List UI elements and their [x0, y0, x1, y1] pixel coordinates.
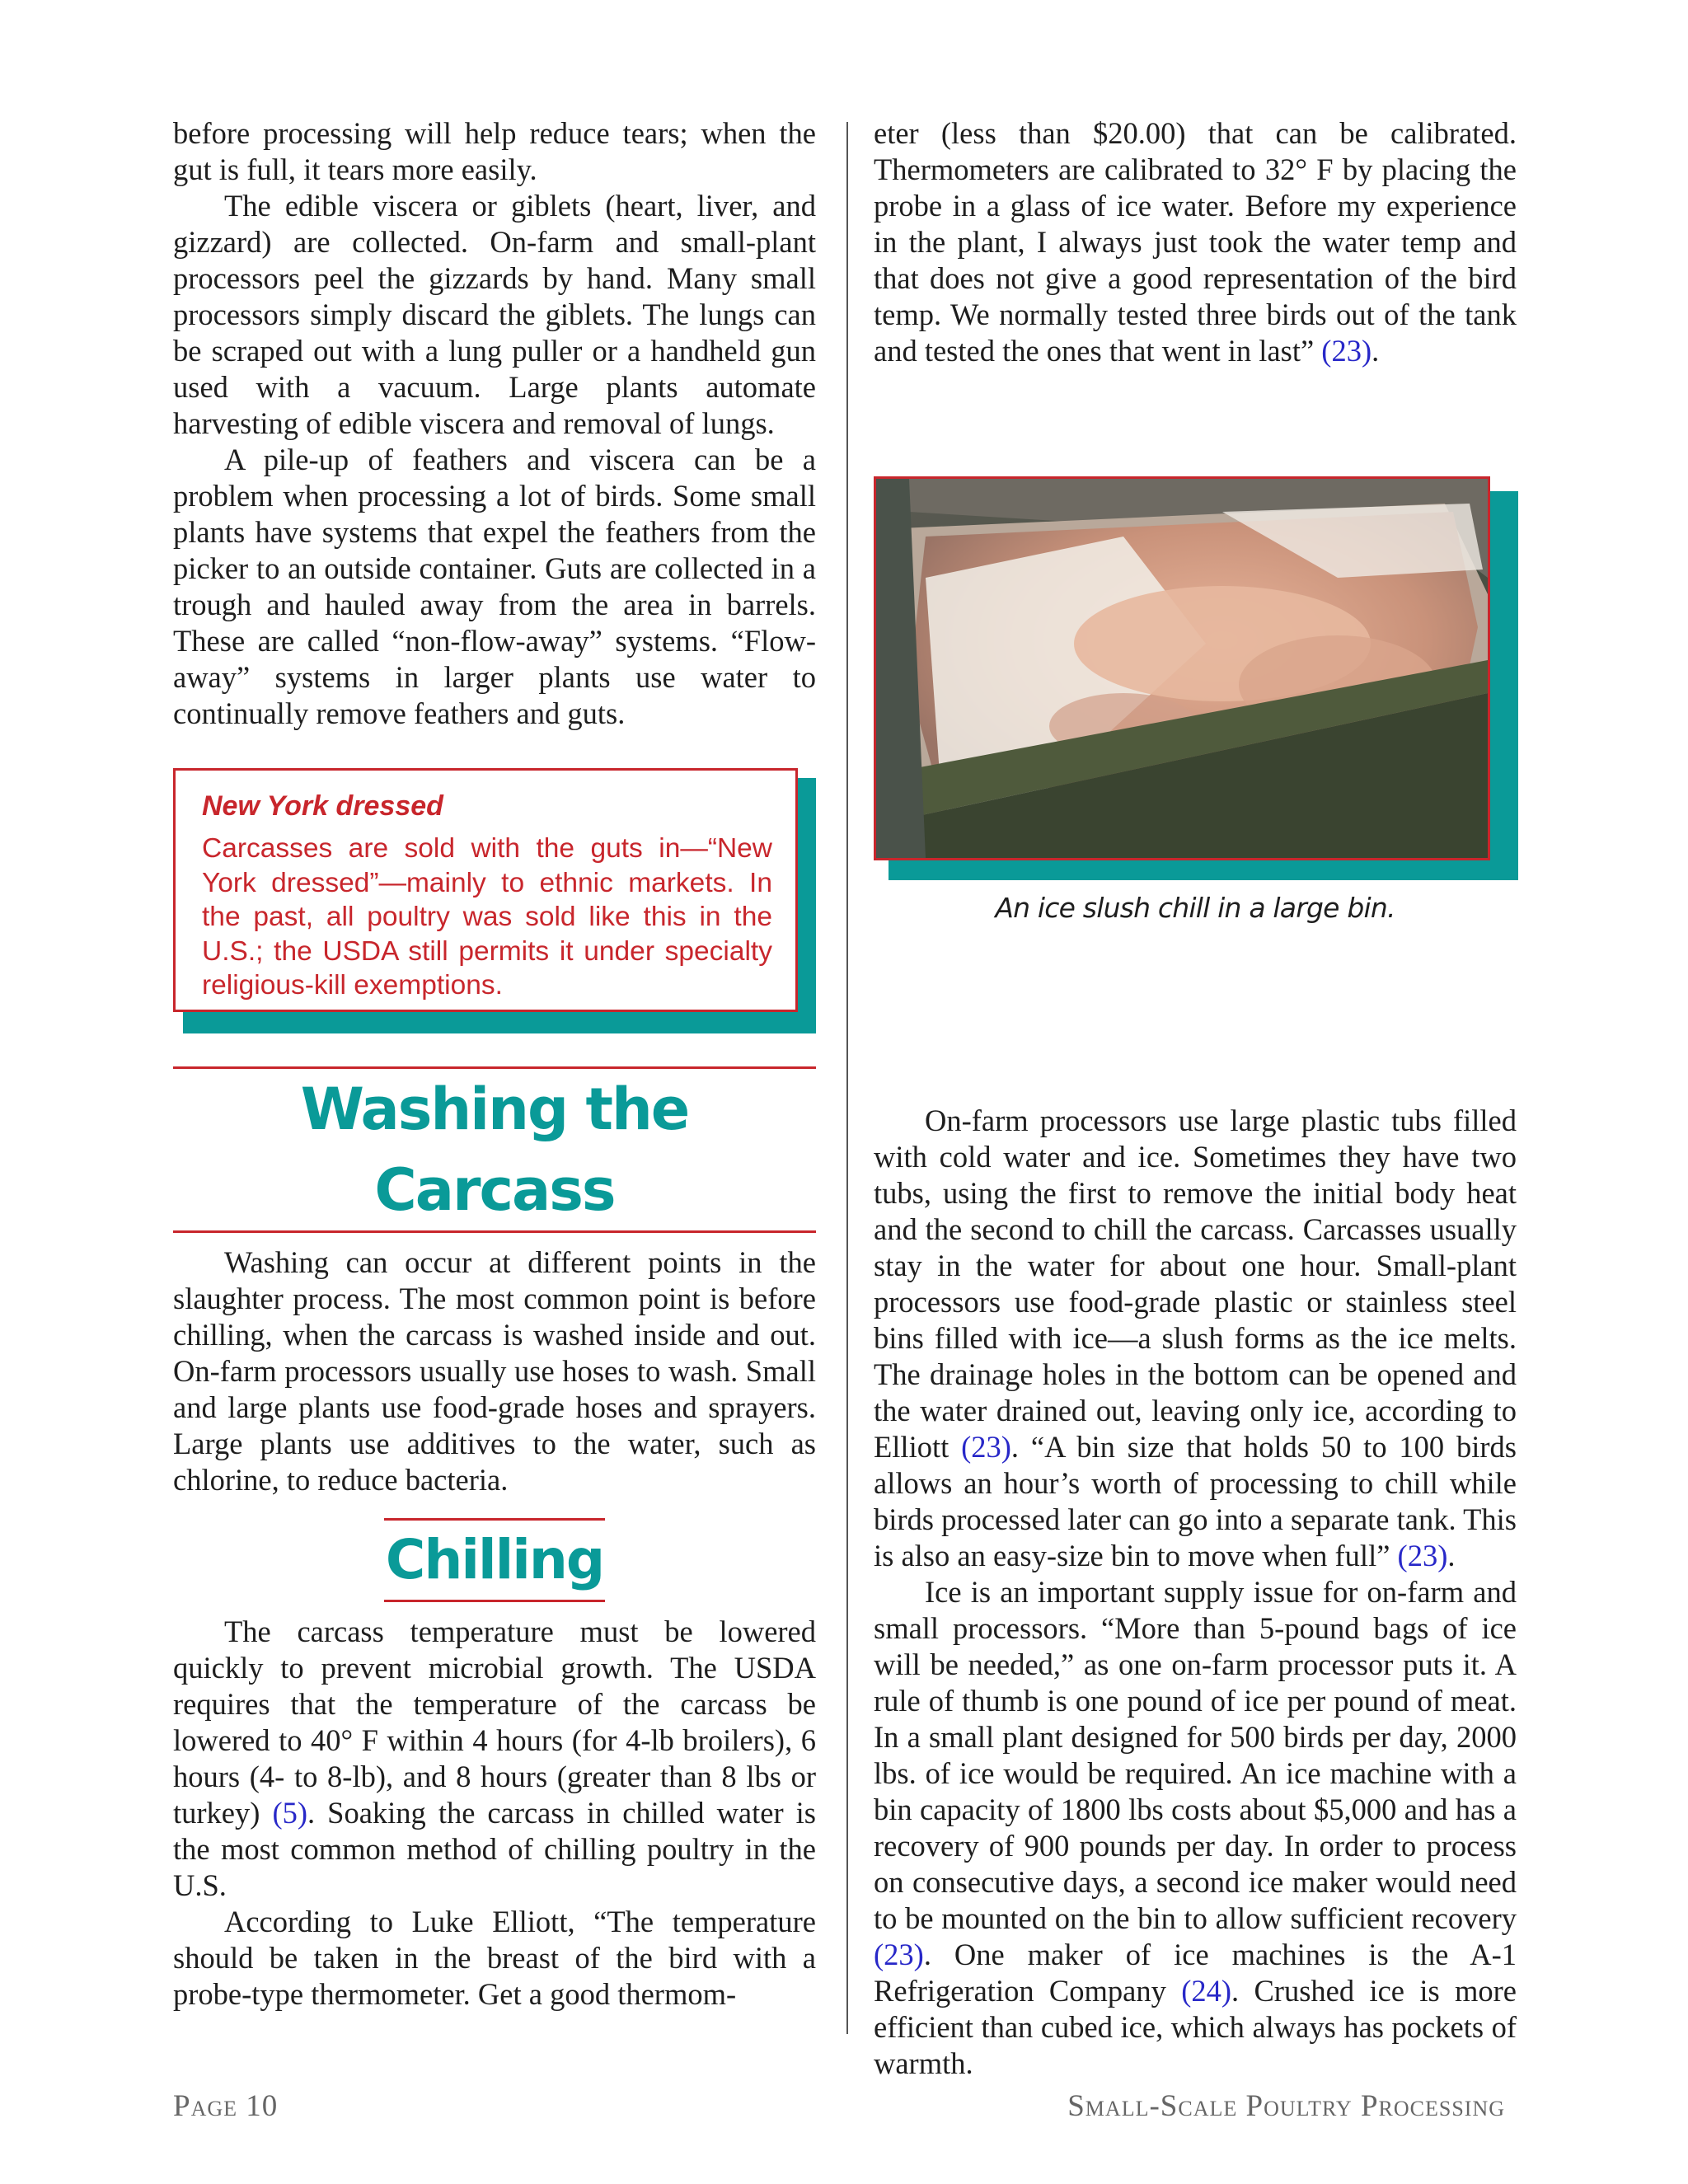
- reference-link[interactable]: (23): [961, 1430, 1011, 1464]
- text-run: . Crushed ice is more efficient than cubed ice, which always has pockets of warmth.: [874, 1974, 1517, 2080]
- paragraph: The edible viscera or giblets (heart, liver, and gizzard) are collected. On-farm and small-plant processors peel the gizzards by hand. Many small processors simply discard the giblets. The lungs can be scraped out with a lung puller or a handheld gun used with a vacuum. Large plants automate harvesting of edible viscera and removal of lungs.: [173, 189, 816, 440]
- text-run: eter (less than $20.00) that can be calibrated. Thermometers are calibrated to 32° F by placing the probe in a glass of ice water. Before my experience in the plant, I always just took the water temp and that does not give a good representation of the bird temp. We normally tested three birds out of the tank and tested the ones that went in last”: [874, 116, 1517, 368]
- section-heading-washing: [173, 1066, 816, 1233]
- reference-link[interactable]: (23): [874, 1938, 924, 1971]
- reference-link[interactable]: (23): [1321, 334, 1372, 368]
- ice-slush-bin-photo: [876, 479, 1488, 858]
- text-run: .: [1372, 334, 1380, 368]
- column-divider: [846, 122, 848, 2034]
- sidebar-box: [173, 768, 798, 1012]
- paragraph: [874, 115, 1517, 369]
- left-column: [173, 115, 816, 2013]
- photo-frame: [874, 476, 1490, 860]
- heading-text: Washing the Carcass: [173, 1066, 816, 1233]
- text-run: . Soaking the carcass in chilled water is the most common method of chilling poultry in the U.S.: [173, 1796, 817, 1902]
- text-run: Ice is an important supply issue for on-farm and small processors. “More than 5-pound bags of ice will be needed,” as one on-farm processor puts it. A rule of thumb is one pound of ice per pound of meat. In a small plant designed for 500 birds per day, 2000 lbs. of ice would be required. An ice machine with a bin capacity of 1800 lbs costs about $5,000 and has a recovery of 900 pounds per day. In order to process on consecutive days, a second ice maker would need to be mounted on the bin to allow sufficient recovery: [874, 1575, 1517, 1935]
- paragraph: According to Luke Elliott, “The temperature should be taken in the breast of the bird with a probe-type thermometer. Get a good thermom-: [173, 1905, 816, 2011]
- section-heading-chilling: [173, 1518, 816, 1602]
- paragraph: [874, 1103, 1517, 1574]
- reference-link[interactable]: (5): [272, 1796, 307, 1830]
- sidebar-title: New York dressed: [202, 790, 443, 822]
- text-run: .: [1447, 1539, 1456, 1572]
- paragraph: [173, 1614, 816, 1904]
- reference-link[interactable]: (23): [1397, 1539, 1448, 1572]
- footer-document-title: Small-Scale Poultry Processing: [1067, 2089, 1505, 2123]
- text-run: The carcass temperature must be lowered quickly to prevent microbial growth. The USDA requires that the temperature of the carcass be lowered to 40° F within 4 hours (for 4-lb broilers), 6 hours (4- to 8-lb), and 8 hours (greater than 8 lbs or turkey): [173, 1615, 816, 1830]
- sidebar-body: Carcasses are sold with the guts in—“New York dressed”—mainly to ethnic markets. In the past, all poultry was sold like this in the U.S.; the USDA still permits it under specialty religious-kill exemptions.: [202, 833, 772, 1001]
- paragraph: before processing will help reduce tears; when the gut is full, it tears more easily.: [173, 116, 816, 186]
- paragraph: A pile-up of feathers and viscera can be a problem when processing a lot of birds. Some small plants have systems that expel the feathers from the picker to an outside container. Guts are collected in a trough and hauled away from the area in barrels. These are called “non-flow-away” systems. “Flow-away” systems in larger plants use water to continually remove feathers and guts.: [173, 443, 816, 730]
- text-run: . One maker of ice machines is the A-1 Refrigeration Company: [874, 1938, 1517, 2008]
- text-run: On-farm processors use large plastic tubs filled with cold water and ice. Sometimes they have two tubs, using the first to remove the initial body heat and the second to chill the carcass. Carcasses usually stay in the water for about one hour. Small-plant processors use food-grade plastic or stainless steel bins filled with ice—a slush forms as the ice melts. The drainage holes in the bottom can be opened and the water drained out, leaving only ice, according to Elliott: [874, 1104, 1517, 1464]
- footer-page-number: Page 10: [173, 2089, 279, 2123]
- text-run: . “A bin size that holds 50 to 100 birds allows an hour’s worth of processing to chill while birds processed later can go into a separate tank. This is also an easy-size bin to move when full”: [874, 1430, 1517, 1572]
- sidebar-new-york-dressed: [173, 768, 816, 1033]
- photo-ice-slush-chill: [874, 476, 1518, 880]
- paragraph: [874, 1574, 1517, 2082]
- photo-caption: An ice slush chill in a large bin.: [995, 892, 1395, 924]
- right-column: [874, 115, 1517, 2082]
- reference-link[interactable]: (24): [1181, 1974, 1231, 2008]
- heading-text: Chilling: [384, 1518, 605, 1602]
- paragraph: Washing can occur at different points in the slaughter process. The most common point is before chilling, when the carcass is washed inside and out. On-farm processors usually use hoses to wash. Small and large plants use food-grade hoses and sprayers. Large plants use additives to the water, such as chlorine, to reduce bacteria.: [173, 1245, 816, 1497]
